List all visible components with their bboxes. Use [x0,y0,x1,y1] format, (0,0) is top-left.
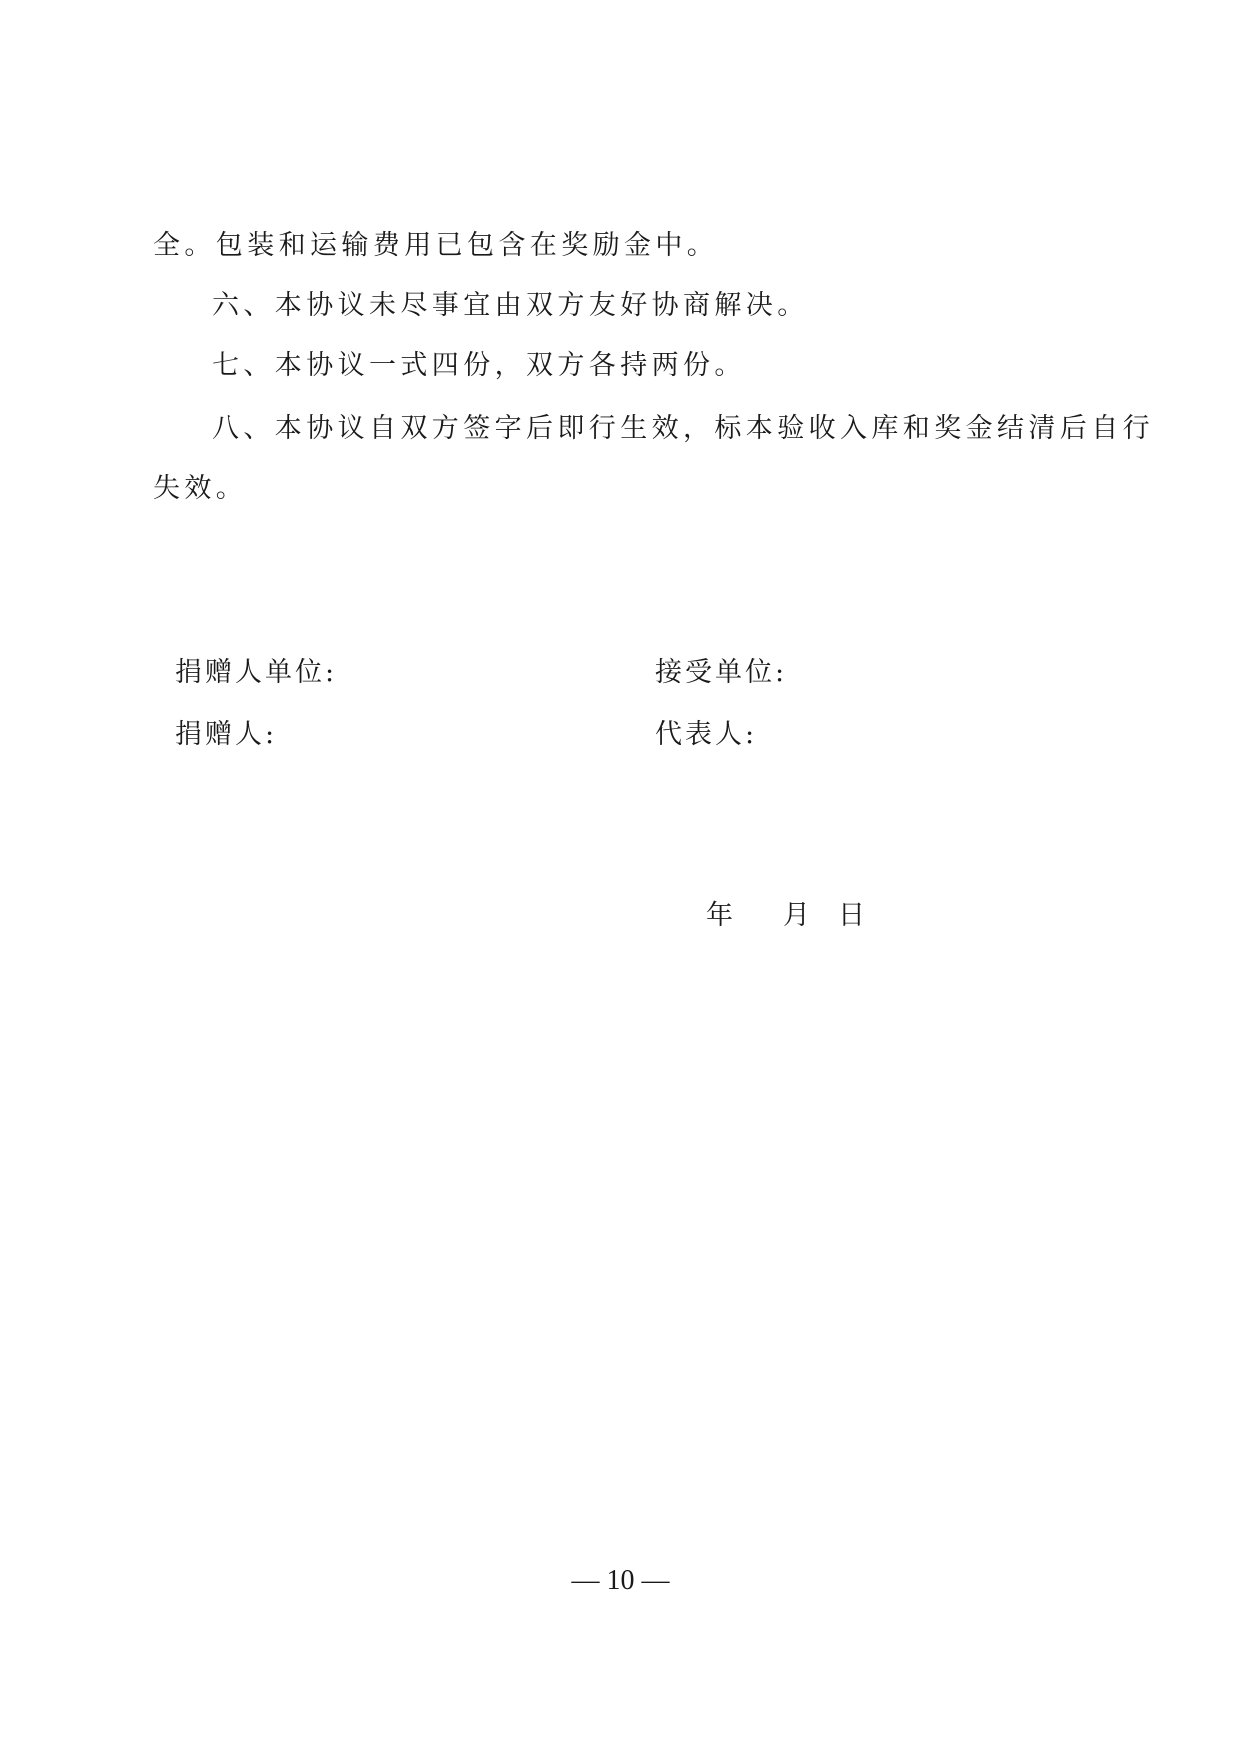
clause-5-continuation: 全。包装和运输费用已包含在奖励金中。 [153,230,719,261]
representative-label: 代表人: [655,719,758,750]
clause-7: 七、本协议一式四份，双方各持两份。 [212,350,746,381]
recipient-unit-label: 接受单位: [655,657,788,688]
clause-8: 八、本协议自双方签字后即行生效，标本验收入库和奖金结清后自行 [212,413,1154,444]
page-number: — 10 — [571,1565,670,1596]
clause-6: 六、本协议未尽事宜由双方友好协商解决。 [212,290,809,321]
donor-unit-label: 捐赠人单位: [175,657,338,688]
date-year: 年 [706,900,733,931]
date-day: 日 [838,900,865,931]
donor-label: 捐赠人: [175,719,278,750]
clause-8-continuation: 失效。 [153,473,248,504]
date-month: 月 [783,900,810,931]
